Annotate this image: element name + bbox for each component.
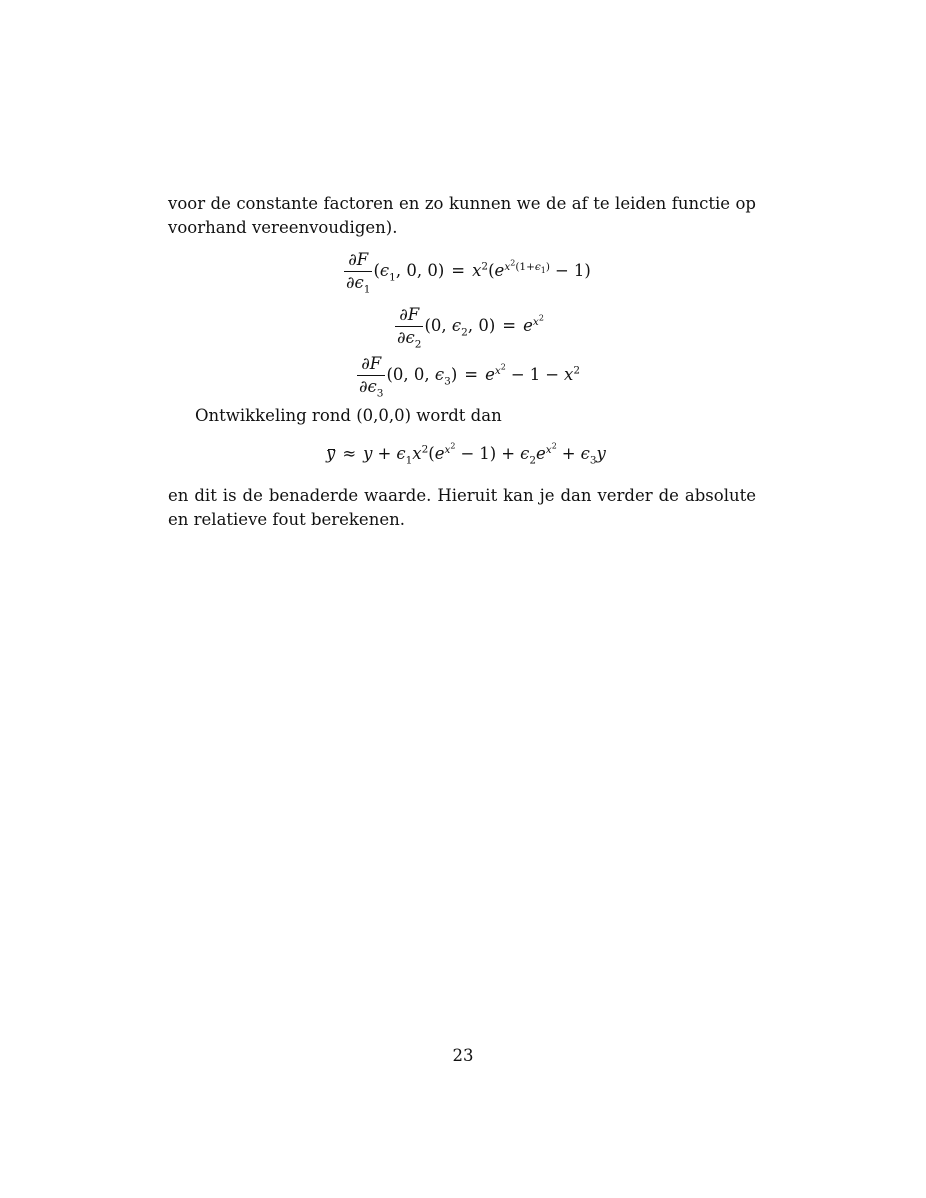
paragraph-conclusion: en dit is de benaderde waarde. Hieruit kan je dan verder de absolute en relatieve fout berekenen. (168, 486, 756, 529)
page-number: 23 (452, 1046, 474, 1065)
equation-approximation: y ≈ y + $\epsilon_1x^2(e^{x^2}$ − 1) + $\epsilon_2e^{x^2}$ + $\epsilon_3y$ (326, 441, 606, 467)
equation-partial-eps2: $\frac{\partial F}{\partial\epsilon_2}$ (0, $\epsilon_2$, 0) = $e^{x^2}$ (397, 305, 544, 350)
paragraph-intro: voor de constante factoren en zo kunnen we de af te leiden functie op voorhand vereenvoudigen). (168, 194, 756, 237)
equation-partial-eps1: $\frac{\partial F}{\partial\epsilon_1}$ ($\epsilon_1$, 0, 0) = $x^2(e^{x^2(1+\epsilon_1)}$ − 1) (346, 250, 591, 295)
equation-partial-eps3: $\frac{\partial F}{\partial\epsilon_3}$ (0, 0, $\epsilon_3$) = $e^{x^2}$ − 1 − $x^2$ (359, 354, 581, 399)
paragraph-expansion: Ontwikkeling rond (0,0,0) wordt dan (195, 406, 502, 425)
